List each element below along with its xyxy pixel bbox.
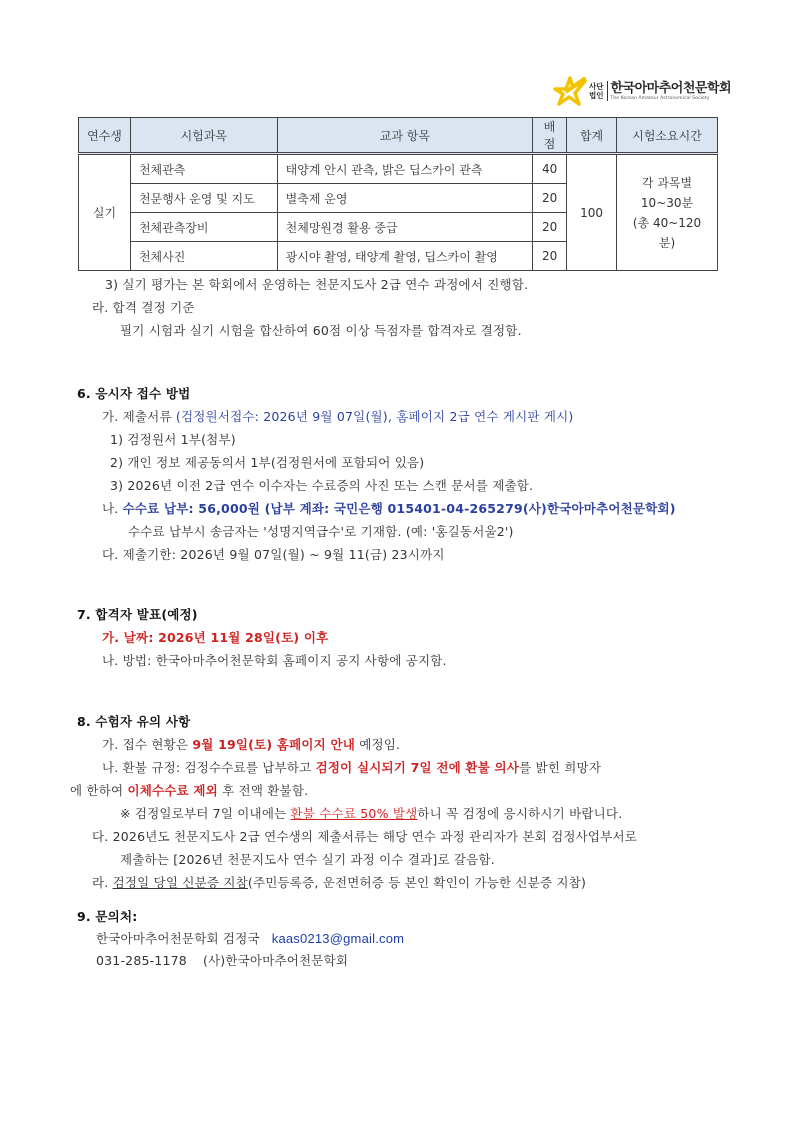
- refund-line-2: [70, 781, 308, 799]
- row-subject: 천문행사 운영 및 지도: [130, 184, 277, 213]
- refund-warning: [120, 804, 622, 822]
- trainee-docs-1: 다. 2026년도 천문지도사 2급 연수생의 제출서류는 해당 연수 과정 관리자가 본회 검정사업부서로: [92, 829, 638, 844]
- duration-line-1: 각 과목별: [641, 175, 693, 190]
- row-subject: 천체관측: [130, 154, 277, 184]
- corp-line-1: 사단: [589, 82, 604, 91]
- status-line: [102, 735, 400, 753]
- row-item: 태양계 안시 관측, 밝은 딥스카이 관측: [277, 154, 532, 184]
- status-prefix: 가. 접수 현황은: [102, 737, 193, 752]
- row-score: 20: [533, 242, 567, 271]
- contact-org: (사)한국아마추어천문학회: [202, 953, 349, 968]
- row-subject: 천체사진: [130, 242, 277, 271]
- refund-prefix: 나. 환불 규정: 검정수수료를 납부하고: [102, 760, 316, 775]
- society-logo: [553, 75, 731, 107]
- id-requirement: [92, 873, 586, 891]
- id-underlined: 검정일 당일 신분증 지참: [112, 875, 248, 890]
- header-trainee: 연수생: [79, 118, 131, 154]
- row-item: 천체망원경 활용 중급: [277, 213, 532, 242]
- announcement-method: 나. 방법: 한국아마추어천문학회 홈페이지 공지 사항에 공지함.: [102, 653, 447, 668]
- contact-dept: 한국아마추어천문학회 검정국: [96, 931, 260, 946]
- logo-name-en: The Korean Amateur Astronomical Society: [610, 95, 710, 101]
- pass-criteria-title: 라. 합격 결정 기준: [92, 300, 195, 315]
- section-7-title: 7. 합격자 발표(예정): [77, 607, 198, 622]
- document-item-1: 1) 검정원서 1부(첨부): [110, 432, 236, 447]
- fee-label: 나.: [102, 501, 123, 516]
- warning-suffix: 하니 꼭 검정에 응시하시기 바랍니다.: [417, 806, 623, 821]
- status-highlight: 9월 19일(토) 홈페이지 안내: [192, 737, 356, 752]
- row-item: 별축제 운영: [277, 184, 532, 213]
- duration-line-3: (총 40~120분): [632, 215, 702, 250]
- deadline: 다. 제출기한: 2026년 9월 07일(월) ~ 9월 11(금) 23시까지: [102, 547, 445, 562]
- row-subject: 천체관측장비: [130, 213, 277, 242]
- corp-label: [589, 82, 604, 100]
- warning-highlight: 환불 수수료 50% 발생: [290, 806, 418, 821]
- section-6-title: 6. 응시자 접수 방법: [77, 386, 191, 401]
- header-item: 교과 항목: [277, 118, 532, 154]
- fee-payment-info: 수수료 납부: 56,000원 (납부 계좌: 국민은행 015401-04-265279(사)한국아마추어천문학회): [122, 501, 676, 516]
- practical-note: 3) 실기 평가는 본 학회에서 운영하는 천문지도사 2급 연수 과정에서 진행함.: [105, 277, 529, 292]
- document-item-2: 2) 개인 정보 제공동의서 1부(검정원서에 포함되어 있음): [110, 455, 425, 470]
- refund-highlight: 검정이 실시되기 7일 전에 환불 의사: [315, 760, 520, 775]
- table-row: [79, 154, 718, 184]
- refund2-prefix: 에 한하여: [70, 783, 128, 798]
- contact-line-1: [96, 929, 404, 947]
- row-score: 40: [533, 154, 567, 184]
- group-label: 실기: [79, 154, 131, 271]
- refund2-suffix: 후 전액 환불함.: [217, 783, 309, 798]
- trainee-docs-2: 제출하는 [2026년 천문지도사 연수 실기 과정 이수 결과]로 갈음함.: [120, 852, 495, 867]
- header-duration: 시험소요시간: [617, 118, 718, 154]
- document-item-3: 3) 2026년 이전 2급 연수 이수자는 수료증의 사진 또는 스캔 문서를 제출함.: [110, 478, 534, 493]
- documents-line: [102, 407, 573, 425]
- contact-email-link[interactable]: kaas0213@gmail.com: [271, 931, 405, 946]
- fee-line: [102, 499, 676, 517]
- documents-notice: (검정원서접수: 2026년 9월 07일(월), 홈페이지 2급 연수 게시판 게시): [175, 409, 574, 424]
- section-8-title: 8. 수험자 유의 사항: [77, 714, 191, 729]
- contact-phone: 031-285-1178: [96, 953, 187, 968]
- duration-cell: [617, 154, 718, 271]
- duration-line-2: 10~30분: [640, 195, 694, 210]
- logo-names: [611, 81, 732, 102]
- table-header-row: [79, 118, 718, 154]
- corp-line-2: 법인: [589, 91, 604, 100]
- header-subject: 시험과목: [130, 118, 277, 154]
- documents-label: 가. 제출서류: [102, 409, 176, 424]
- refund-line: [102, 758, 601, 776]
- header-score: 배점: [533, 118, 567, 154]
- announcement-date: 가. 날짜: 2026년 11월 28일(토) 이후: [102, 630, 329, 645]
- row-score: 20: [533, 184, 567, 213]
- id-suffix: (주민등록증, 운전면허증 등 본인 확인이 가능한 신분증 지참): [247, 875, 587, 890]
- id-prefix: 라.: [92, 875, 113, 890]
- fee-note: 수수료 납부시 송금자는 '성명지역급수'로 기재함. (예: '홍길동서울2'): [128, 524, 514, 539]
- star-logo-icon: [553, 76, 587, 106]
- refund2-highlight: 이체수수료 제외: [127, 783, 218, 798]
- row-score: 20: [533, 213, 567, 242]
- status-suffix: 예정임.: [355, 737, 401, 752]
- exam-table: [78, 117, 718, 271]
- row-item: 광시야 촬영, 태양계 촬영, 딥스카이 촬영: [277, 242, 532, 271]
- contact-line-2: [96, 951, 348, 969]
- section-9-title: 9. 문의처:: [77, 909, 138, 924]
- logo-divider: [607, 81, 608, 101]
- refund-suffix: 를 밝힌 희망자: [519, 760, 602, 775]
- header-total: 합계: [567, 118, 617, 154]
- logo-name-ko: 한국아마추어천문학회: [610, 80, 732, 96]
- total-score: 100: [567, 154, 617, 271]
- warning-prefix: ※ 검정일로부터 7일 이내에는: [120, 806, 291, 821]
- pass-criteria-body: 필기 시험과 실기 시험을 합산하여 60점 이상 득점자를 합격자로 결정함.: [120, 323, 522, 338]
